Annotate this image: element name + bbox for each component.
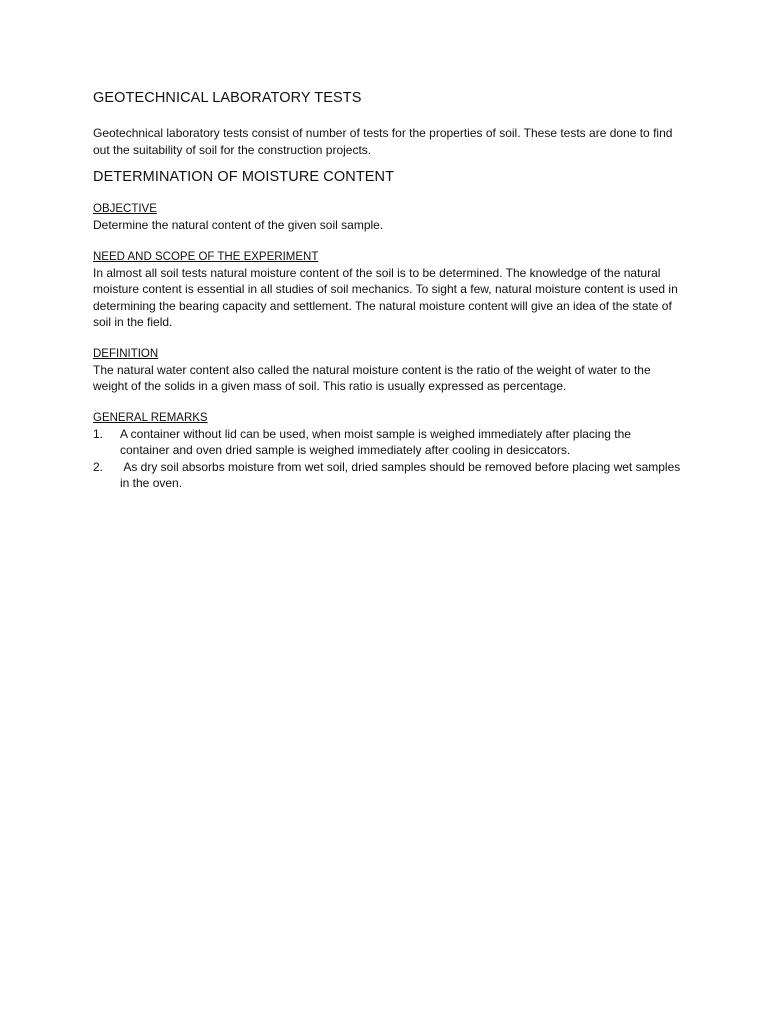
document-title: GEOTECHNICAL LABORATORY TESTS [93, 90, 362, 106]
objective-section [93, 201, 683, 234]
intro-paragraph: Geotechnical laboratory tests consist of number of tests for the properties of soil. These tests are done to find out the suitability of soil for the construction projects. [93, 126, 673, 157]
need-scope-heading: NEED AND SCOPE OF THE EXPERIMENT [93, 250, 319, 263]
definition-text: The natural water content also called the natural moisture content is the ratio of the weight of water to the weight of the solids in a given mass of soil. This ratio is usually expressed as percentage. [93, 362, 651, 393]
section-title: DETERMINATION OF MOISTURE CONTENT [93, 169, 395, 185]
general-remarks-heading: GENERAL REMARKS [93, 411, 208, 424]
objective-text: Determine the natural content of the given soil sample. [93, 218, 384, 232]
definition-section [93, 346, 683, 395]
list-item [93, 426, 683, 459]
definition-heading: DEFINITION [93, 347, 159, 360]
list-item-number: 2. [93, 459, 104, 474]
objective-heading: OBJECTIVE [93, 203, 157, 215]
list-item [93, 459, 683, 492]
need-scope-text: In almost all soil tests natural moisture content of the soil is to be determined. The knowledge of the natural moisture content is essential in all studies of soil mechanics. To sight a few, natural moisture content is used in determining the bearing capacity and settlement. The natural moisture content will give an idea of the state of soil in the field. [93, 265, 678, 329]
list-item-text: As dry soil absorbs moisture from wet soil, dried samples should be removed before placing wet samples in the oven. [120, 459, 684, 490]
list-item-number: 1. [93, 426, 104, 441]
general-remarks-list [93, 426, 683, 492]
document-page [93, 88, 683, 507]
general-remarks-section [93, 410, 683, 492]
need-scope-section [93, 249, 683, 331]
list-item-text: A container without lid can be used, when moist sample is weighed immediately after placing the container and oven dried sample is weighed immediately after cooling in desiccators. [120, 426, 635, 457]
